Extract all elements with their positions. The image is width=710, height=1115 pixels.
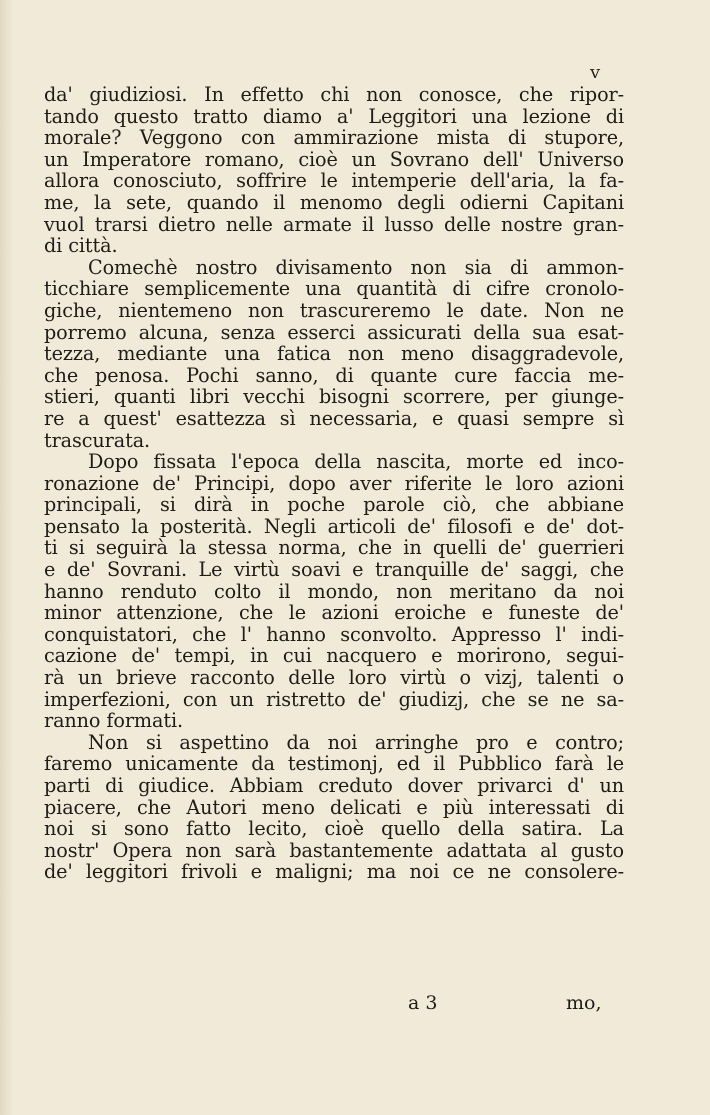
text-line: allora conosciuto, soffrire le intemperie dell'aria, la fa-: [44, 169, 624, 193]
text-line: de' leggitori frivoli e maligni; ma noi ce ne consolere-: [44, 860, 624, 884]
text-line: principali, si dirà in poche parole ciò, che abbiane: [44, 493, 624, 517]
page-number: v: [590, 62, 601, 83]
text-line: morale? Veggono con ammirazione mista di stupore,: [44, 126, 624, 150]
text-line: ronazione de' Principi, dopo aver riferite le loro azioni: [44, 471, 624, 495]
catchword: mo,: [566, 992, 602, 1014]
text-line: faremo unicamente da testimonj, ed il Pubblico farà le: [44, 752, 624, 776]
text-line: me, la sete, quando il menomo degli odierni Capitani: [44, 190, 624, 214]
body-text: [44, 84, 624, 883]
text-line: piacere, che Autori meno delicati e più interessati di: [44, 795, 624, 819]
text-line: che penosa. Pochi sanno, di quante cure faccia me-: [44, 363, 624, 387]
text-line: ticchiare semplicemente una quantità di cifre cronolo-: [44, 277, 624, 301]
paragraph: [44, 257, 624, 451]
text-line: trascurata.: [44, 428, 151, 452]
text-line: ranno formati.: [44, 709, 183, 733]
text-line: Comechè nostro divisamento non sia di ammon-: [88, 255, 624, 279]
text-line: tando questo tratto diamo a' Leggitori una lezione di: [44, 104, 624, 128]
signature-mark: a 3: [408, 992, 438, 1014]
text-line: stieri, quanti libri vecchi bisogni scorrere, per giunge-: [44, 385, 624, 409]
text-line: un Imperatore romano, cioè un Sovrano dell' Universo: [44, 147, 624, 171]
paragraph: [44, 732, 624, 883]
text-line: Dopo fissata l'epoca della nascita, morte ed inco-: [88, 450, 624, 474]
paragraph: [44, 84, 624, 257]
page-footer: [0, 992, 710, 1022]
text-line: minor attenzione, che le azioni eroiche e funeste de': [44, 601, 624, 625]
text-line: vuol trarsi dietro nelle armate il lusso delle nostre gran-: [44, 212, 624, 236]
paragraph: [44, 451, 624, 732]
text-line: da' giudiziosi. In effetto chi non conosce, che ripor-: [44, 83, 624, 106]
text-line: porremo alcuna, senza esserci assicurati della sua esat-: [44, 320, 624, 344]
text-line: pensato la posterità. Negli articoli de' filosofi e de' dot-: [44, 514, 624, 538]
text-line: nostr' Opera non sarà bastantemente adattata al gusto: [44, 838, 624, 862]
text-line: hanno renduto colto il mondo, non meritano da noi: [44, 579, 624, 603]
text-line: ti si seguirà la stessa norma, che in quelli de' guerrieri: [44, 536, 624, 560]
text-line: parti di giudice. Abbiam creduto dover privarci d' un: [44, 774, 624, 797]
text-line: Non si aspettino da noi arringhe pro e contro;: [88, 730, 624, 754]
text-line: di città.: [44, 234, 118, 258]
text-line: e de' Sovrani. Le virtù soavi e tranquille de' saggi, che: [44, 558, 624, 582]
text-line: noi si sono fatto lecito, cioè quello della satira. La: [44, 817, 624, 841]
text-line: conquistatori, che l' hanno sconvolto. Appresso l' indi-: [44, 622, 624, 646]
text-line: tezza, mediante una fatica non meno disaggradevole,: [44, 342, 624, 366]
text-line: re a quest' esattezza sì necessaria, e quasi sempre sì: [44, 406, 624, 430]
text-line: rà un brieve racconto delle loro virtù o vizj, talenti o: [44, 666, 624, 690]
text-line: giche, nientemeno non trascureremo le date. Non ne: [44, 298, 624, 322]
page-edge-shadow: [0, 0, 14, 1115]
text-line: cazione de' tempi, in cui nacquero e morirono, segui-: [44, 644, 624, 668]
text-line: imperfezioni, con un ristretto de' giudizj, che se ne sa-: [44, 687, 624, 711]
